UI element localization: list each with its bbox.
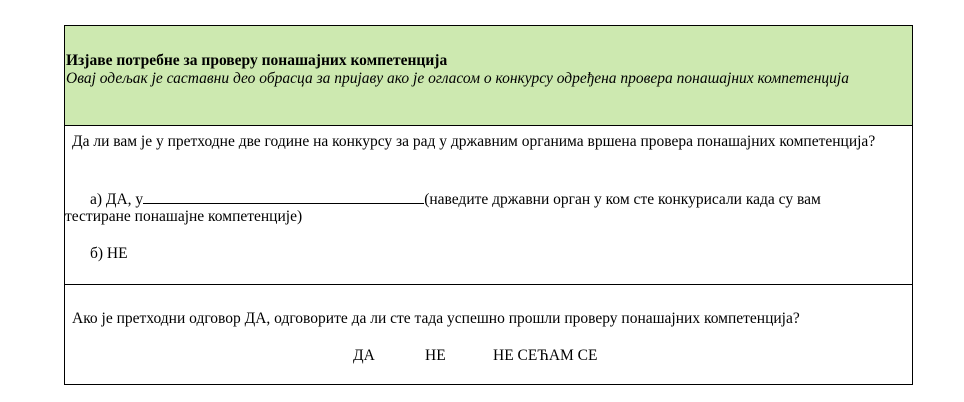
- state-body-blank-field[interactable]: [143, 189, 424, 204]
- answer-no[interactable]: НЕ: [425, 347, 446, 364]
- question1-text: Да ли вам је у претходне две године на конкурсу за рад у државним органима вршена провера понашајних компетенција?: [72, 133, 876, 150]
- section-header: [65, 26, 912, 126]
- question2-section: [65, 285, 912, 384]
- answer-yes[interactable]: ДА: [353, 347, 375, 364]
- option-a[interactable]: [90, 189, 821, 209]
- option-a-continuation: тестиране понашајне компетенције): [65, 208, 303, 225]
- option-b[interactable]: б) НЕ: [90, 245, 128, 262]
- question2-text: Ако је претходни одговор ДА, одговорите да ли сте тада успешно прошли проверу понашајних компетенција?: [72, 310, 800, 327]
- option-a-prefix: а) ДА, у: [90, 191, 144, 208]
- option-a-suffix: (наведите државни орган у ком сте конкурисали када су вам: [424, 191, 821, 208]
- section-title: Изјаве потребне за проверу понашајних компетенција: [66, 52, 448, 69]
- answer-dont-remember[interactable]: НЕ СЕЋАМ СЕ: [493, 347, 598, 364]
- section-subtitle: Овај одељак је саставни део обрасца за пријаву ако је огласом о конкурсу одређена провера понашајних компетенција: [66, 70, 849, 87]
- question1-section: [65, 126, 912, 285]
- behavioral-competencies-form: [64, 25, 913, 385]
